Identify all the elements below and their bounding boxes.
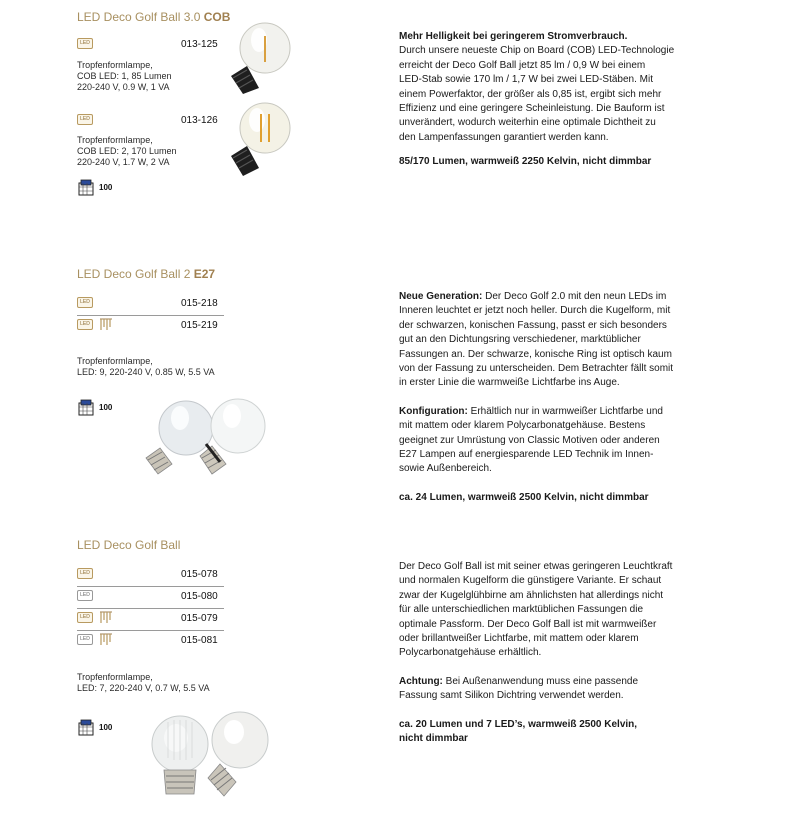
- box-pack-icon: [77, 398, 97, 418]
- section-title-e27: LED Deco Golf Ball 2 E27: [77, 267, 216, 281]
- article-number: 015-080: [181, 591, 218, 602]
- description-e27: Neue Generation: Der Deco Golf 2.0 mit den neun LEDs im Inneren leuchtet er jetzt noch heller. Durch die Kugelform, mit der schwarzen, konischen Fassung, passt er sich besonders gut an den Dichtungsring verschiedener, marktüblicher Fassungen an. Der schwarze, konische Ring ist optisch kaum von der Fassung zu unterscheiden. Dem Betrachter fällt somit in erster Linie die warmweiße Lichtfarbe ins Auge. Konfiguration: Erhältlich nur in warmweißer Lichtfarbe und mit mattem oder klarem Polycarbonatgehäuse. Bestens geeignet zur Umrüstung von Classic Motiven oder anderen E27 Lampen auf energiesparende LED Technik im Innen- sowie Außenbereich. ca. 24 Lumen, warmweiß 2500 Kelvin, nicht dimmbar: [399, 291, 674, 503]
- product-spec: Tropfenformlampe, COB LED: 1, 85 Lumen 220-240 V, 0.9 W, 1 VA: [77, 60, 172, 92]
- article-number: 013-125: [181, 39, 218, 50]
- box-pack-icon: [77, 718, 97, 738]
- bulb-photo: [140, 392, 280, 482]
- led-badge-icon: LED: [77, 114, 93, 125]
- box-pack-icon: [77, 178, 97, 198]
- article-number: 015-079: [181, 613, 218, 624]
- pack-quantity: 100: [77, 178, 117, 198]
- bulb-photo: [140, 708, 280, 806]
- led-badge-icon: LED: [77, 590, 93, 601]
- description-golf-ball: Der Deco Golf Ball ist mit seiner etwas geringeren Leuchtkraft und normalen Kugelform die günstigere Variante. Er schaut zwar der Kugelglühbirne am ähnlichsten hat allerdings nicht für alle unterschiedlichen marktüblichen Fassungen die optimale Passform. Der Deco Golf Ball ist mit warmweißer oder brillantweißer Lichtfarbe, mit mattem oder klarem Polycarbonatgehäuse erhältlich. Achtung: Bei Außenanwendung muss eine passende Fassung samt Silikon Dichtring verwendet werden. ca. 20 Lumen und 7 LED’s, warmweiß 2500 Kelvin, nicht dimmbar: [399, 561, 673, 745]
- bulb-photo: [225, 18, 295, 98]
- led-badge-icon: LED: [77, 634, 93, 645]
- article-number: 015-078: [181, 569, 218, 580]
- product-row[interactable]: [77, 318, 224, 337]
- light-fringe-icon: [99, 611, 113, 624]
- pack-quantity: 100: [77, 398, 117, 418]
- product-row[interactable]: [77, 113, 224, 132]
- product-row[interactable]: [77, 611, 224, 631]
- section-title-golf-ball: LED Deco Golf Ball: [77, 538, 181, 552]
- bulb-photo: [225, 98, 295, 180]
- section-title-cob: LED Deco Golf Ball 3.0 COB: [77, 10, 231, 24]
- product-spec: Tropfenformlampe, LED: 7, 220-240 V, 0.7 W, 5.5 VA: [77, 672, 210, 693]
- led-badge-icon: LED: [77, 297, 93, 308]
- led-badge-icon: LED: [77, 38, 93, 49]
- product-row[interactable]: [77, 567, 224, 587]
- article-number: 013-126: [181, 115, 218, 126]
- article-number: 015-219: [181, 320, 218, 331]
- product-row[interactable]: [77, 37, 224, 56]
- product-row[interactable]: [77, 589, 224, 609]
- light-fringe-icon: [99, 633, 113, 646]
- led-badge-icon: LED: [77, 568, 93, 579]
- product-row[interactable]: [77, 633, 224, 652]
- product-spec: Tropfenformlampe, LED: 9, 220-240 V, 0.85 W, 5.5 VA: [77, 356, 215, 377]
- article-number: 015-081: [181, 635, 218, 646]
- description-cob: Mehr Helligkeit bei geringerem Stromverbrauch. Durch unsere neueste Chip on Board (COB) LED-Technologie erreicht der Deco Golf Ball jetzt 85 lm / 0,9 W bei einem LED-Stab sowie 170 lm / 1,7 W bei zwei LED-Stäben. Mit einem Powerfaktor, der größer als 0,85 ist, ergibt sich mehr Effizienz und eine geringere Scheinleistung. Die Bauform ist unverändert, wodurch weiterhin eine optimale Dichtheit zu den Lampenfassungen garantiert werden kann. 85/170 Lumen, warmweiß 2250 Kelvin, nicht dimmbar: [399, 31, 675, 168]
- pack-quantity: 100: [77, 718, 117, 738]
- product-spec: Tropfenformlampe, COB LED: 2, 170 Lumen 220-240 V, 1.7 W, 2 VA: [77, 135, 177, 167]
- led-badge-icon: LED: [77, 319, 93, 330]
- article-number: 015-218: [181, 298, 218, 309]
- light-fringe-icon: [99, 318, 113, 331]
- led-badge-icon: LED: [77, 612, 93, 623]
- product-row[interactable]: [77, 296, 224, 316]
